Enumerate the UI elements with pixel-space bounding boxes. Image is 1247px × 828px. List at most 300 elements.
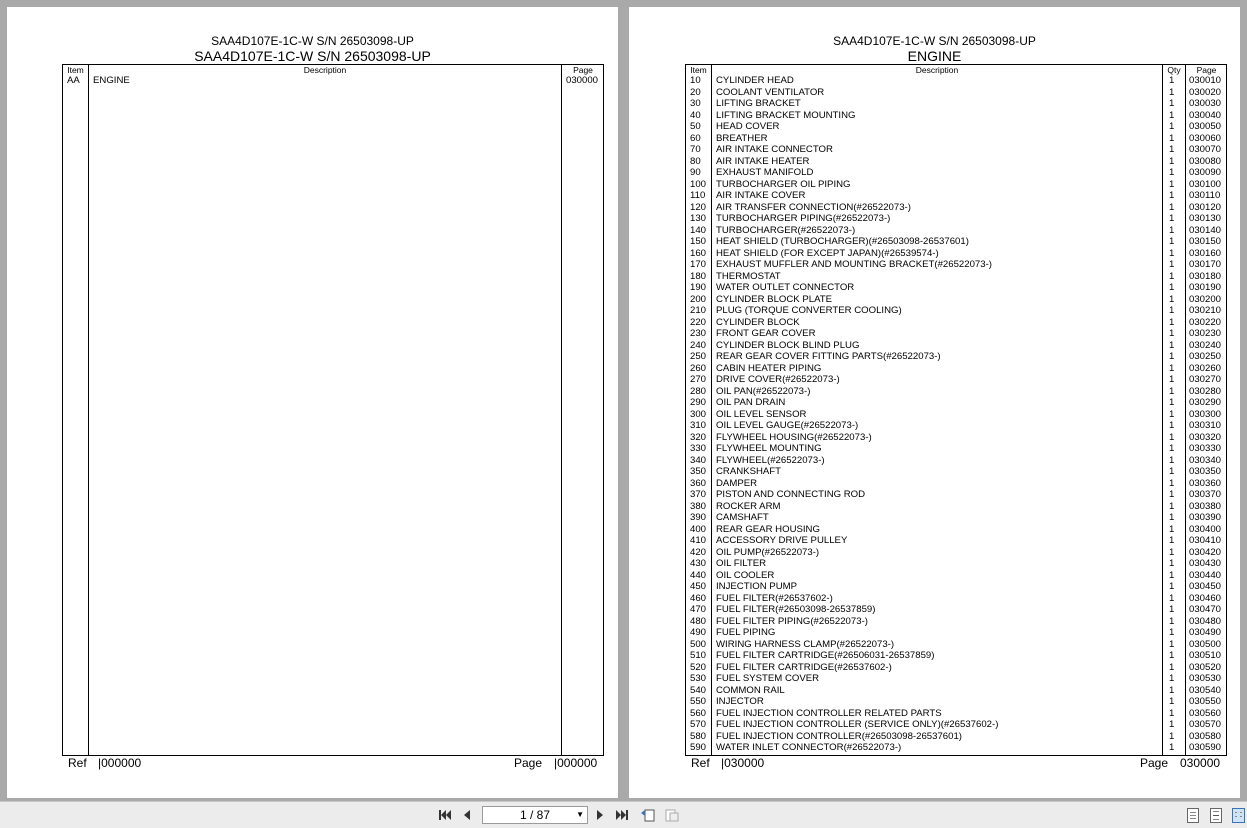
- facing-view-icon[interactable]: [1232, 808, 1245, 823]
- table-row: [686, 420, 1226, 432]
- cell-qty: 1: [1169, 270, 1175, 282]
- cell-description: TURBOCHARGER OIL PIPING: [716, 178, 851, 190]
- cell-description: DAMPER: [716, 477, 758, 489]
- cell-item: 570: [690, 719, 707, 730]
- cell-item: 400: [690, 523, 707, 535]
- cell-page: 030090: [1189, 167, 1222, 178]
- cell-description: EXHAUST MUFFLER AND MOUNTING BRACKET(#26522073-): [716, 259, 992, 270]
- table-row: [686, 558, 1226, 570]
- table-row: [686, 696, 1226, 708]
- cell-page: 030160: [1189, 247, 1222, 259]
- cell-page: 030150: [1189, 236, 1222, 247]
- page-header-title: SAA4D107E-1C-W S/N 26503098-UP: [194, 48, 431, 64]
- column-divider: [561, 65, 562, 755]
- cell-qty: 1: [1169, 443, 1175, 454]
- cell-page: 030550: [1189, 696, 1222, 707]
- cell-description: THERMOSTAT: [716, 270, 781, 282]
- cell-item: 480: [690, 615, 707, 627]
- cell-page: 030470: [1189, 604, 1222, 615]
- cell-page: 030350: [1189, 466, 1222, 477]
- cell-description: OIL PUMP(#26522073-): [716, 546, 820, 558]
- cell-description: CYLINDER HEAD: [716, 75, 794, 86]
- cell-qty: 1: [1169, 604, 1175, 615]
- cell-item: AA: [67, 75, 80, 86]
- table-row: [686, 719, 1226, 731]
- cell-page: 030580: [1189, 730, 1222, 742]
- cell-qty: 1: [1169, 109, 1175, 121]
- table-row: [686, 167, 1226, 179]
- cell-item: 250: [690, 351, 707, 362]
- table-row: [686, 581, 1226, 593]
- cell-description: CABIN HEATER PIPING: [716, 362, 822, 374]
- cell-page: 030590: [1189, 742, 1222, 753]
- cell-page: 030420: [1189, 546, 1222, 558]
- table-row: [686, 110, 1226, 122]
- cell-item: 310: [690, 420, 707, 431]
- table-row: [686, 524, 1226, 536]
- table-row: [686, 432, 1226, 444]
- table-row: [686, 547, 1226, 559]
- cell-item: 130: [690, 213, 707, 224]
- cell-page: 030330: [1189, 443, 1222, 454]
- cell-item: 150: [690, 236, 707, 247]
- cell-qty: 1: [1169, 374, 1175, 385]
- table-row: [686, 489, 1226, 501]
- chevron-down-icon[interactable]: ▼: [576, 810, 584, 819]
- cell-item: 360: [690, 477, 707, 489]
- table-row: [686, 409, 1226, 421]
- cell-page: 030240: [1189, 339, 1222, 351]
- cell-item: 30: [690, 98, 701, 109]
- cell-qty: 1: [1169, 431, 1175, 443]
- cell-item: 270: [690, 374, 707, 385]
- cell-item: 510: [690, 650, 707, 661]
- cell-page: 030100: [1189, 178, 1222, 190]
- single-page-view-icon[interactable]: [1187, 808, 1199, 823]
- cell-qty: 1: [1169, 397, 1175, 408]
- cell-page: 030430: [1189, 558, 1222, 569]
- cell-page: 030220: [1189, 316, 1222, 328]
- cell-item: 20: [690, 86, 701, 98]
- cell-qty: 1: [1169, 489, 1175, 500]
- cell-description: OIL LEVEL SENSOR: [716, 408, 807, 420]
- cell-page: 030500: [1189, 638, 1222, 650]
- cell-qty: 1: [1169, 673, 1175, 684]
- footer-ref-value: |000000: [98, 756, 142, 770]
- cell-qty: 1: [1169, 305, 1175, 316]
- cell-page: 030040: [1189, 109, 1222, 121]
- cell-page: 030360: [1189, 477, 1222, 489]
- first-page-icon[interactable]: [437, 807, 453, 823]
- cell-description: FUEL INJECTION CONTROLLER (SERVICE ONLY)(#26537602-): [716, 719, 999, 730]
- footer-ref-value: |030000: [721, 756, 765, 770]
- cell-description: WATER INLET CONNECTOR(#26522073-): [716, 742, 902, 753]
- cell-description: HEAD COVER: [716, 121, 780, 132]
- cell-description: FRONT GEAR COVER: [716, 328, 816, 339]
- cell-item: 100: [690, 178, 707, 190]
- table-body: [63, 75, 603, 87]
- table-row: [686, 179, 1226, 191]
- table-body: [686, 75, 1226, 754]
- cell-page: 030480: [1189, 615, 1222, 627]
- cell-item: 160: [690, 247, 707, 259]
- go-forward-icon[interactable]: [664, 807, 680, 823]
- cell-page: 030570: [1189, 719, 1222, 730]
- table-row: [686, 512, 1226, 524]
- document-page-left: [7, 7, 618, 798]
- cell-qty: 1: [1169, 466, 1175, 477]
- cell-qty: 1: [1169, 719, 1175, 730]
- cell-description: OIL PAN DRAIN: [716, 397, 786, 408]
- cell-page: 030120: [1189, 201, 1222, 213]
- table-row: [686, 616, 1226, 628]
- cell-page: 030490: [1189, 627, 1222, 638]
- table-row: [686, 386, 1226, 398]
- table-row: [686, 742, 1226, 754]
- cell-item: 530: [690, 673, 707, 684]
- cell-description: INJECTION PUMP: [716, 581, 798, 592]
- page-header-title: ENGINE: [907, 48, 962, 64]
- table-row: [686, 259, 1226, 271]
- cell-item: 140: [690, 224, 707, 236]
- cell-description: WATER OUTLET CONNECTOR: [716, 282, 855, 293]
- cell-page: 030300: [1189, 408, 1222, 420]
- cell-item: 370: [690, 489, 707, 500]
- next-page-icon[interactable]: [592, 807, 608, 823]
- cell-page: 030260: [1189, 362, 1222, 374]
- cell-page: 030440: [1189, 569, 1222, 581]
- cell-page: 030410: [1189, 535, 1222, 546]
- table-row: [686, 466, 1226, 478]
- cell-page: 030140: [1189, 224, 1222, 236]
- continuous-view-icon[interactable]: [1210, 808, 1222, 823]
- cell-page: 030320: [1189, 431, 1222, 443]
- cell-description: WIRING HARNESS CLAMP(#26522073-): [716, 638, 895, 650]
- footer-page-value: 030000: [1180, 756, 1221, 770]
- cell-item: 180: [690, 270, 707, 282]
- cell-page: 030200: [1189, 293, 1222, 305]
- cell-page: 030560: [1189, 707, 1222, 719]
- cell-page: 030080: [1189, 155, 1222, 167]
- cell-qty: 1: [1169, 650, 1175, 661]
- cell-item: 70: [690, 144, 701, 155]
- cell-item: 190: [690, 282, 707, 293]
- cell-qty: 1: [1169, 420, 1175, 431]
- cell-description: AIR TRANSFER CONNECTION(#26522073-): [716, 201, 911, 213]
- table-row: [686, 121, 1226, 133]
- table-row: [686, 478, 1226, 490]
- cell-qty: 1: [1169, 730, 1175, 742]
- cell-qty: 1: [1169, 615, 1175, 627]
- table-row: [686, 144, 1226, 156]
- cell-item: 560: [690, 707, 707, 719]
- footer-page-label: Page: [1140, 756, 1169, 770]
- column-divider: [88, 65, 89, 755]
- table-row: [686, 570, 1226, 582]
- cell-page: 030310: [1189, 420, 1222, 431]
- table-row: [686, 593, 1226, 605]
- cell-qty: 1: [1169, 316, 1175, 328]
- table-row: [686, 317, 1226, 329]
- table-row: [686, 685, 1226, 697]
- cell-item: 590: [690, 742, 707, 753]
- cell-qty: 1: [1169, 178, 1175, 190]
- cell-page: 030460: [1189, 592, 1222, 604]
- table-row: [686, 87, 1226, 99]
- cell-description: ROCKER ARM: [716, 500, 781, 512]
- table-row: [686, 731, 1226, 743]
- cell-description: TURBOCHARGER PIPING(#26522073-): [716, 213, 891, 224]
- column-header-item: Item: [67, 65, 84, 75]
- cell-page: 030050: [1189, 121, 1222, 132]
- table-row: [686, 133, 1226, 145]
- cell-description: CYLINDER BLOCK PLATE: [716, 293, 833, 305]
- cell-item: 260: [690, 362, 707, 374]
- cell-description: FUEL FILTER(#26503098-26537859): [716, 604, 876, 615]
- cell-qty: 1: [1169, 500, 1175, 512]
- cell-item: 170: [690, 259, 707, 270]
- cell-item: 280: [690, 385, 707, 397]
- cell-description: FUEL FILTER CARTRIDGE(#26506031-26537859): [716, 650, 935, 661]
- cell-item: 230: [690, 328, 707, 339]
- cell-qty: 1: [1169, 546, 1175, 558]
- cell-description: OIL PAN(#26522073-): [716, 385, 811, 397]
- cell-qty: 1: [1169, 523, 1175, 535]
- cell-qty: 1: [1169, 293, 1175, 305]
- parts-list-table: [685, 64, 1227, 756]
- cell-description: CYLINDER BLOCK BLIND PLUG: [716, 339, 860, 351]
- table-row: [686, 650, 1226, 662]
- cell-qty: 1: [1169, 512, 1175, 523]
- cell-qty: 1: [1169, 98, 1175, 109]
- column-header-page: Page: [1196, 65, 1217, 75]
- cell-qty: 1: [1169, 339, 1175, 351]
- table-row: [686, 248, 1226, 260]
- cell-page: 030540: [1189, 684, 1222, 696]
- cell-page: 030290: [1189, 397, 1222, 408]
- cell-qty: 1: [1169, 684, 1175, 696]
- cell-qty: 1: [1169, 236, 1175, 247]
- cell-description: FUEL FILTER(#26537602-): [716, 592, 833, 604]
- cell-page: 030280: [1189, 385, 1222, 397]
- cell-item: 380: [690, 500, 707, 512]
- cell-qty: 1: [1169, 144, 1175, 155]
- column-header-qty: Qty: [1167, 65, 1181, 75]
- cell-qty: 1: [1169, 247, 1175, 259]
- cell-description: CAMSHAFT: [716, 512, 769, 523]
- table-row: [686, 282, 1226, 294]
- table-row: [686, 662, 1226, 674]
- document-page-right: [629, 7, 1240, 798]
- table-row: [686, 294, 1226, 306]
- cell-qty: 1: [1169, 592, 1175, 604]
- cell-item: 50: [690, 121, 701, 132]
- table-row: [686, 639, 1226, 651]
- page-header-model: SAA4D107E-1C-W S/N 26503098-UP: [833, 34, 1036, 48]
- cell-description: FLYWHEEL(#26522073-): [716, 454, 825, 466]
- cell-description: DRIVE COVER(#26522073-): [716, 374, 840, 385]
- cell-page: 030270: [1189, 374, 1222, 385]
- cell-item: 60: [690, 132, 701, 144]
- cell-page: 030000: [566, 75, 599, 86]
- cell-description: PISTON AND CONNECTING ROD: [716, 489, 866, 500]
- cell-item: 350: [690, 466, 707, 477]
- cell-page: 030030: [1189, 98, 1222, 109]
- cell-qty: 1: [1169, 213, 1175, 224]
- cell-qty: 1: [1169, 581, 1175, 592]
- cell-page: 030510: [1189, 650, 1222, 661]
- cell-qty: 1: [1169, 282, 1175, 293]
- cell-page: 030110: [1189, 190, 1221, 201]
- prev-page-icon[interactable]: [459, 807, 475, 823]
- cell-qty: 1: [1169, 569, 1175, 581]
- cell-item: 90: [690, 167, 701, 178]
- cell-item: 540: [690, 684, 707, 696]
- column-header-item: Item: [690, 65, 707, 75]
- cell-page: 030130: [1189, 213, 1222, 224]
- cell-page: 030070: [1189, 144, 1222, 155]
- cell-qty: 1: [1169, 535, 1175, 546]
- column-header-description: Description: [303, 65, 347, 75]
- table-row: [686, 351, 1226, 363]
- cell-description: ENGINE: [93, 75, 130, 86]
- table-row: [686, 271, 1226, 283]
- cell-description: EXHAUST MANIFOLD: [716, 167, 814, 178]
- cell-item: 390: [690, 512, 707, 523]
- cell-qty: 1: [1169, 477, 1175, 489]
- cell-qty: 1: [1169, 75, 1175, 86]
- table-row: [686, 363, 1226, 375]
- cell-qty: 1: [1169, 558, 1175, 569]
- cell-description: OIL FILTER: [716, 558, 767, 569]
- cell-qty: 1: [1169, 362, 1175, 374]
- cell-item: 320: [690, 431, 707, 443]
- cell-qty: 1: [1169, 351, 1175, 362]
- table-row: [686, 98, 1226, 110]
- cell-item: 580: [690, 730, 707, 742]
- cell-page: 030370: [1189, 489, 1222, 500]
- table-row: [686, 374, 1226, 386]
- footer-page-label: Page: [514, 756, 543, 770]
- cell-page: 030230: [1189, 328, 1222, 339]
- cell-page: 030020: [1189, 86, 1222, 98]
- table-row: [686, 501, 1226, 513]
- cell-description: OIL COOLER: [716, 569, 775, 581]
- cell-item: 440: [690, 569, 707, 581]
- page-indicator: 1 / 87: [519, 808, 551, 822]
- cell-description: CRANKSHAFT: [716, 466, 782, 477]
- cell-description: FUEL INJECTION CONTROLLER(#26503098-26537601): [716, 730, 962, 742]
- cell-description: TURBOCHARGER(#26522073-): [716, 224, 856, 236]
- cell-description: REAR GEAR HOUSING: [716, 523, 820, 535]
- cell-item: 330: [690, 443, 707, 454]
- cell-qty: 1: [1169, 224, 1175, 236]
- cell-description: FLYWHEEL HOUSING(#26522073-): [716, 431, 872, 443]
- cell-qty: 1: [1169, 155, 1175, 167]
- page-header-model: SAA4D107E-1C-W S/N 26503098-UP: [211, 34, 414, 48]
- table-row: [686, 202, 1226, 214]
- cell-page: 030210: [1189, 305, 1222, 316]
- cell-page: 030380: [1189, 500, 1222, 512]
- column-header-page: Page: [573, 65, 593, 75]
- footer-ref-label: Ref: [691, 756, 710, 770]
- cell-item: 80: [690, 155, 701, 167]
- table-row: [686, 604, 1226, 616]
- cell-qty: 1: [1169, 408, 1175, 420]
- cell-qty: 1: [1169, 328, 1175, 339]
- cell-page: 030060: [1189, 132, 1222, 144]
- cell-item: 410: [690, 535, 707, 546]
- cell-qty: 1: [1169, 201, 1175, 213]
- cell-item: 420: [690, 546, 707, 558]
- cell-description: HEAT SHIELD (TURBOCHARGER)(#26503098-26537601): [716, 236, 969, 247]
- cell-description: AIR INTAKE HEATER: [716, 155, 810, 167]
- table-row: [686, 535, 1226, 547]
- cell-qty: 1: [1169, 385, 1175, 397]
- table-row: [686, 305, 1226, 317]
- page-number-input[interactable]: [482, 806, 588, 824]
- table-row: [686, 156, 1226, 168]
- cell-item: 290: [690, 397, 707, 408]
- cell-page: 030190: [1189, 282, 1222, 293]
- table-row: [686, 673, 1226, 685]
- cell-page: 030390: [1189, 512, 1222, 523]
- cell-item: 450: [690, 581, 707, 592]
- table-row: [686, 213, 1226, 225]
- cell-item: 460: [690, 592, 707, 604]
- cell-page: 030520: [1189, 661, 1222, 673]
- cell-qty: 1: [1169, 259, 1175, 270]
- cell-description: FUEL FILTER PIPING(#26522073-): [716, 615, 868, 627]
- cell-description: LIFTING BRACKET MOUNTING: [716, 109, 856, 121]
- footer-ref-label: Ref: [68, 756, 87, 770]
- last-page-icon[interactable]: [614, 807, 630, 823]
- cell-description: HEAT SHIELD (FOR EXCEPT JAPAN)(#26539574-): [716, 247, 939, 259]
- cell-description: COMMON RAIL: [716, 684, 785, 696]
- cell-item: 210: [690, 305, 707, 316]
- viewer-toolbar: [0, 801, 1247, 828]
- cell-item: 10: [690, 75, 701, 86]
- cell-description: REAR GEAR COVER FITTING PARTS(#26522073-): [716, 351, 941, 362]
- cell-description: CYLINDER BLOCK: [716, 316, 800, 328]
- table-row: [686, 455, 1226, 467]
- table-row: [686, 708, 1226, 720]
- cell-item: 240: [690, 339, 707, 351]
- cell-item: 550: [690, 696, 707, 707]
- cell-page: 030530: [1189, 673, 1222, 684]
- cell-description: PLUG (TORQUE CONVERTER COOLING): [716, 305, 902, 316]
- cell-page: 030340: [1189, 454, 1222, 466]
- cell-item: 500: [690, 638, 707, 650]
- cell-item: 470: [690, 604, 707, 615]
- cell-description: COOLANT VENTILATOR: [716, 86, 825, 98]
- go-back-icon[interactable]: [640, 807, 656, 823]
- table-row: [686, 397, 1226, 409]
- cell-page: 030170: [1189, 259, 1222, 270]
- cell-qty: 1: [1169, 638, 1175, 650]
- cell-item: 520: [690, 661, 707, 673]
- table-row: [686, 236, 1226, 248]
- cell-item: 200: [690, 293, 707, 305]
- cell-item: 340: [690, 454, 707, 466]
- cell-description: AIR INTAKE CONNECTOR: [716, 144, 833, 155]
- cell-page: 030010: [1189, 75, 1222, 86]
- cell-description: FUEL SYSTEM COVER: [716, 673, 820, 684]
- table-row: [686, 190, 1226, 202]
- cell-item: 300: [690, 408, 707, 420]
- cell-qty: 1: [1169, 121, 1175, 132]
- cell-qty: 1: [1169, 661, 1175, 673]
